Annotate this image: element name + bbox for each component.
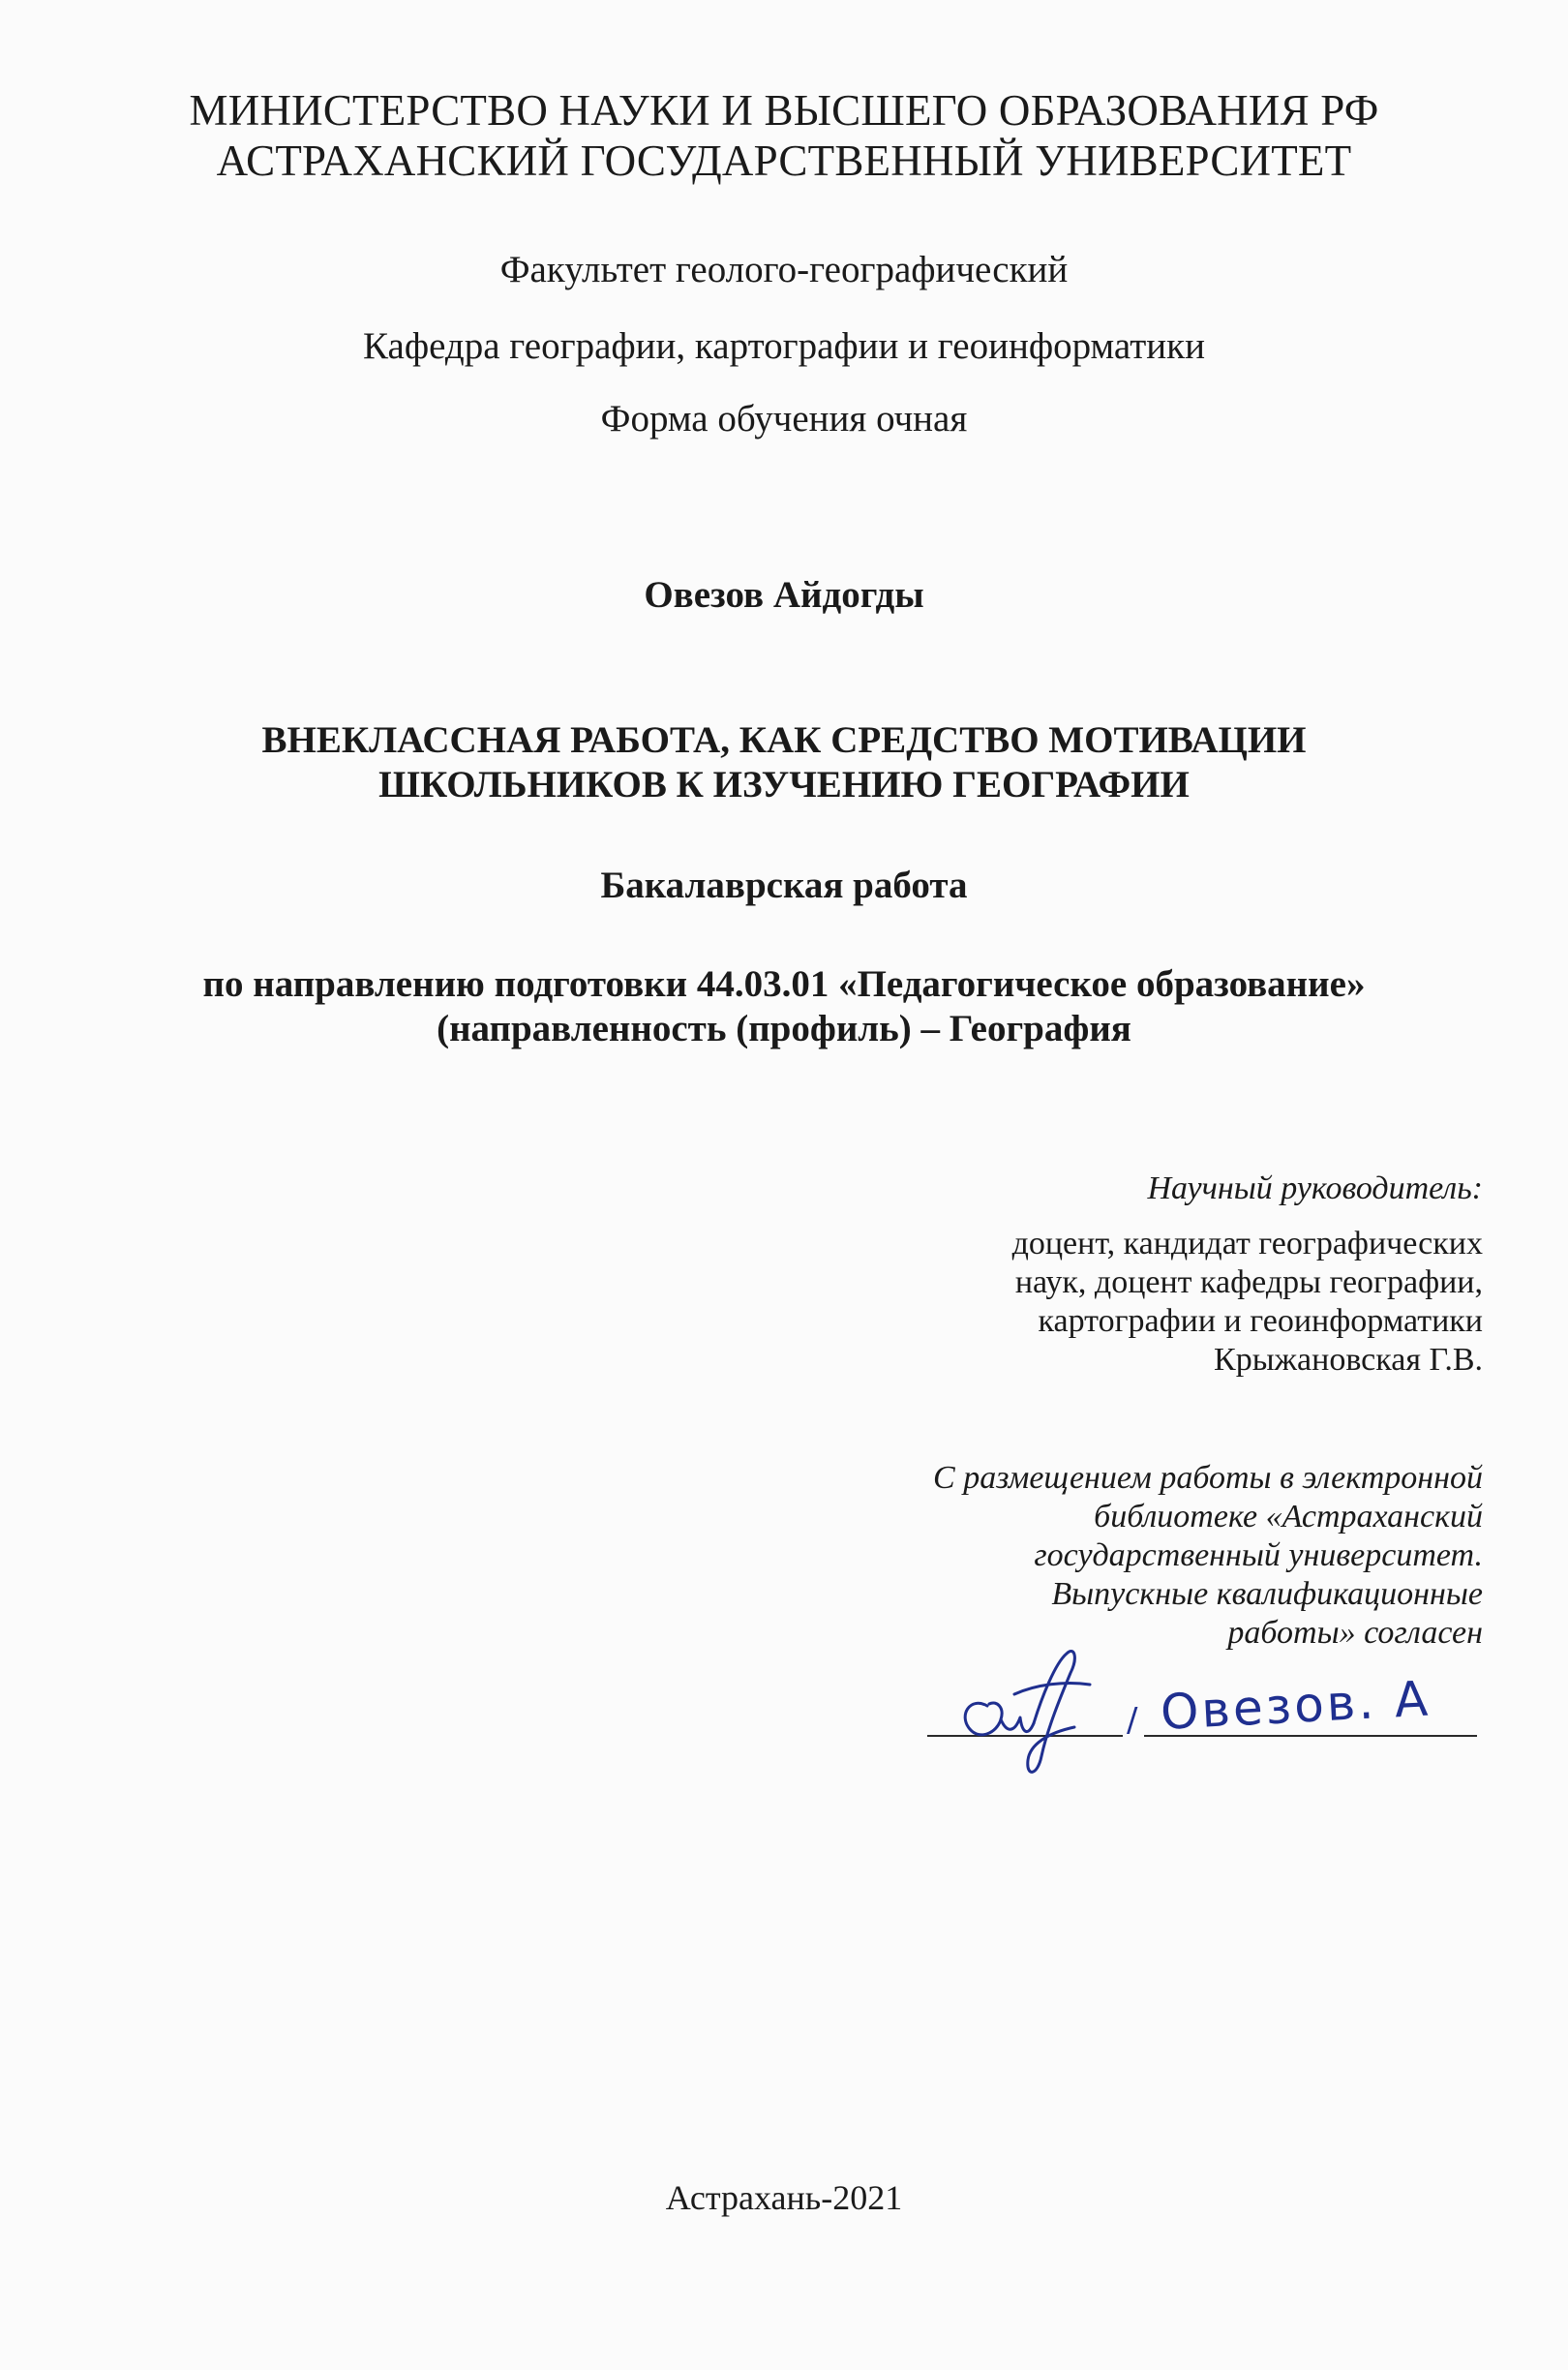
consent-line: библиотеке «Астраханский (1094, 1499, 1483, 1534)
direction-line: по направлению подготовки 44.03.01 «Педагогическое образование» (202, 963, 1366, 1005)
consent-statement (933, 1459, 1483, 1653)
signature-stroke (965, 1703, 1002, 1735)
signature-stroke (1014, 1683, 1090, 1694)
signature-stroke (1028, 1651, 1075, 1772)
thesis-title-line: ВНЕКЛАССНАЯ РАБОТА, КАК СРЕДСТВО МОТИВАЦИИ (261, 719, 1307, 761)
university-line: АСТРАХАНСКИЙ ГОСУДАРСТВЕННЫЙ УНИВЕРСИТЕТ (216, 137, 1352, 185)
consent-line: С размещением работы в электронной (933, 1460, 1483, 1496)
handwritten-name: Овезов. А (1159, 1670, 1432, 1741)
signature-area (920, 1636, 1500, 1781)
thesis-title (0, 718, 1568, 807)
ministry-header (0, 85, 1568, 186)
ministry-line: МИНИСТЕРСТВО НАУКИ И ВЫСШЕГО ОБРАЗОВАНИЯ РФ (189, 86, 1379, 135)
supervisor-label: Научный руководитель: (1147, 1170, 1483, 1206)
profile-line: (направленность (профиль) – География (437, 1008, 1131, 1049)
thesis-title-line: ШКОЛЬНИКОВ К ИЗУЧЕНИЮ ГЕОГРАФИИ (378, 764, 1190, 805)
author-name: Овезов Айдогды (644, 574, 924, 616)
supervisor-detail-line: картографии и геоинформатики (1038, 1303, 1483, 1339)
supervisor-detail-line: наук, доцент кафедры географии, (1014, 1264, 1483, 1300)
consent-line: государственный университет. (1034, 1537, 1483, 1573)
supervisor-detail-line: доцент, кандидат географических (1011, 1226, 1483, 1261)
city-year: Астрахань-2021 (665, 2178, 903, 2217)
department: Кафедра географии, картографии и геоинформатики (363, 325, 1205, 367)
study-direction (0, 962, 1568, 1051)
consent-line: работы» согласен (1227, 1615, 1483, 1651)
study-form: Форма обучения очная (600, 398, 968, 440)
supervisor-name: Крыжановская Г.В. (1214, 1342, 1483, 1378)
work-type: Бакалаврская работа (600, 865, 968, 906)
signature-drawing (920, 1636, 1500, 1781)
signature-stroke (1001, 1717, 1034, 1732)
supervisor-details (1012, 1225, 1483, 1380)
consent-line: Выпускные квалификационные (1051, 1576, 1483, 1612)
signature-separator: / (1127, 1701, 1138, 1740)
faculty: Факультет геолого-географический (499, 249, 1069, 290)
